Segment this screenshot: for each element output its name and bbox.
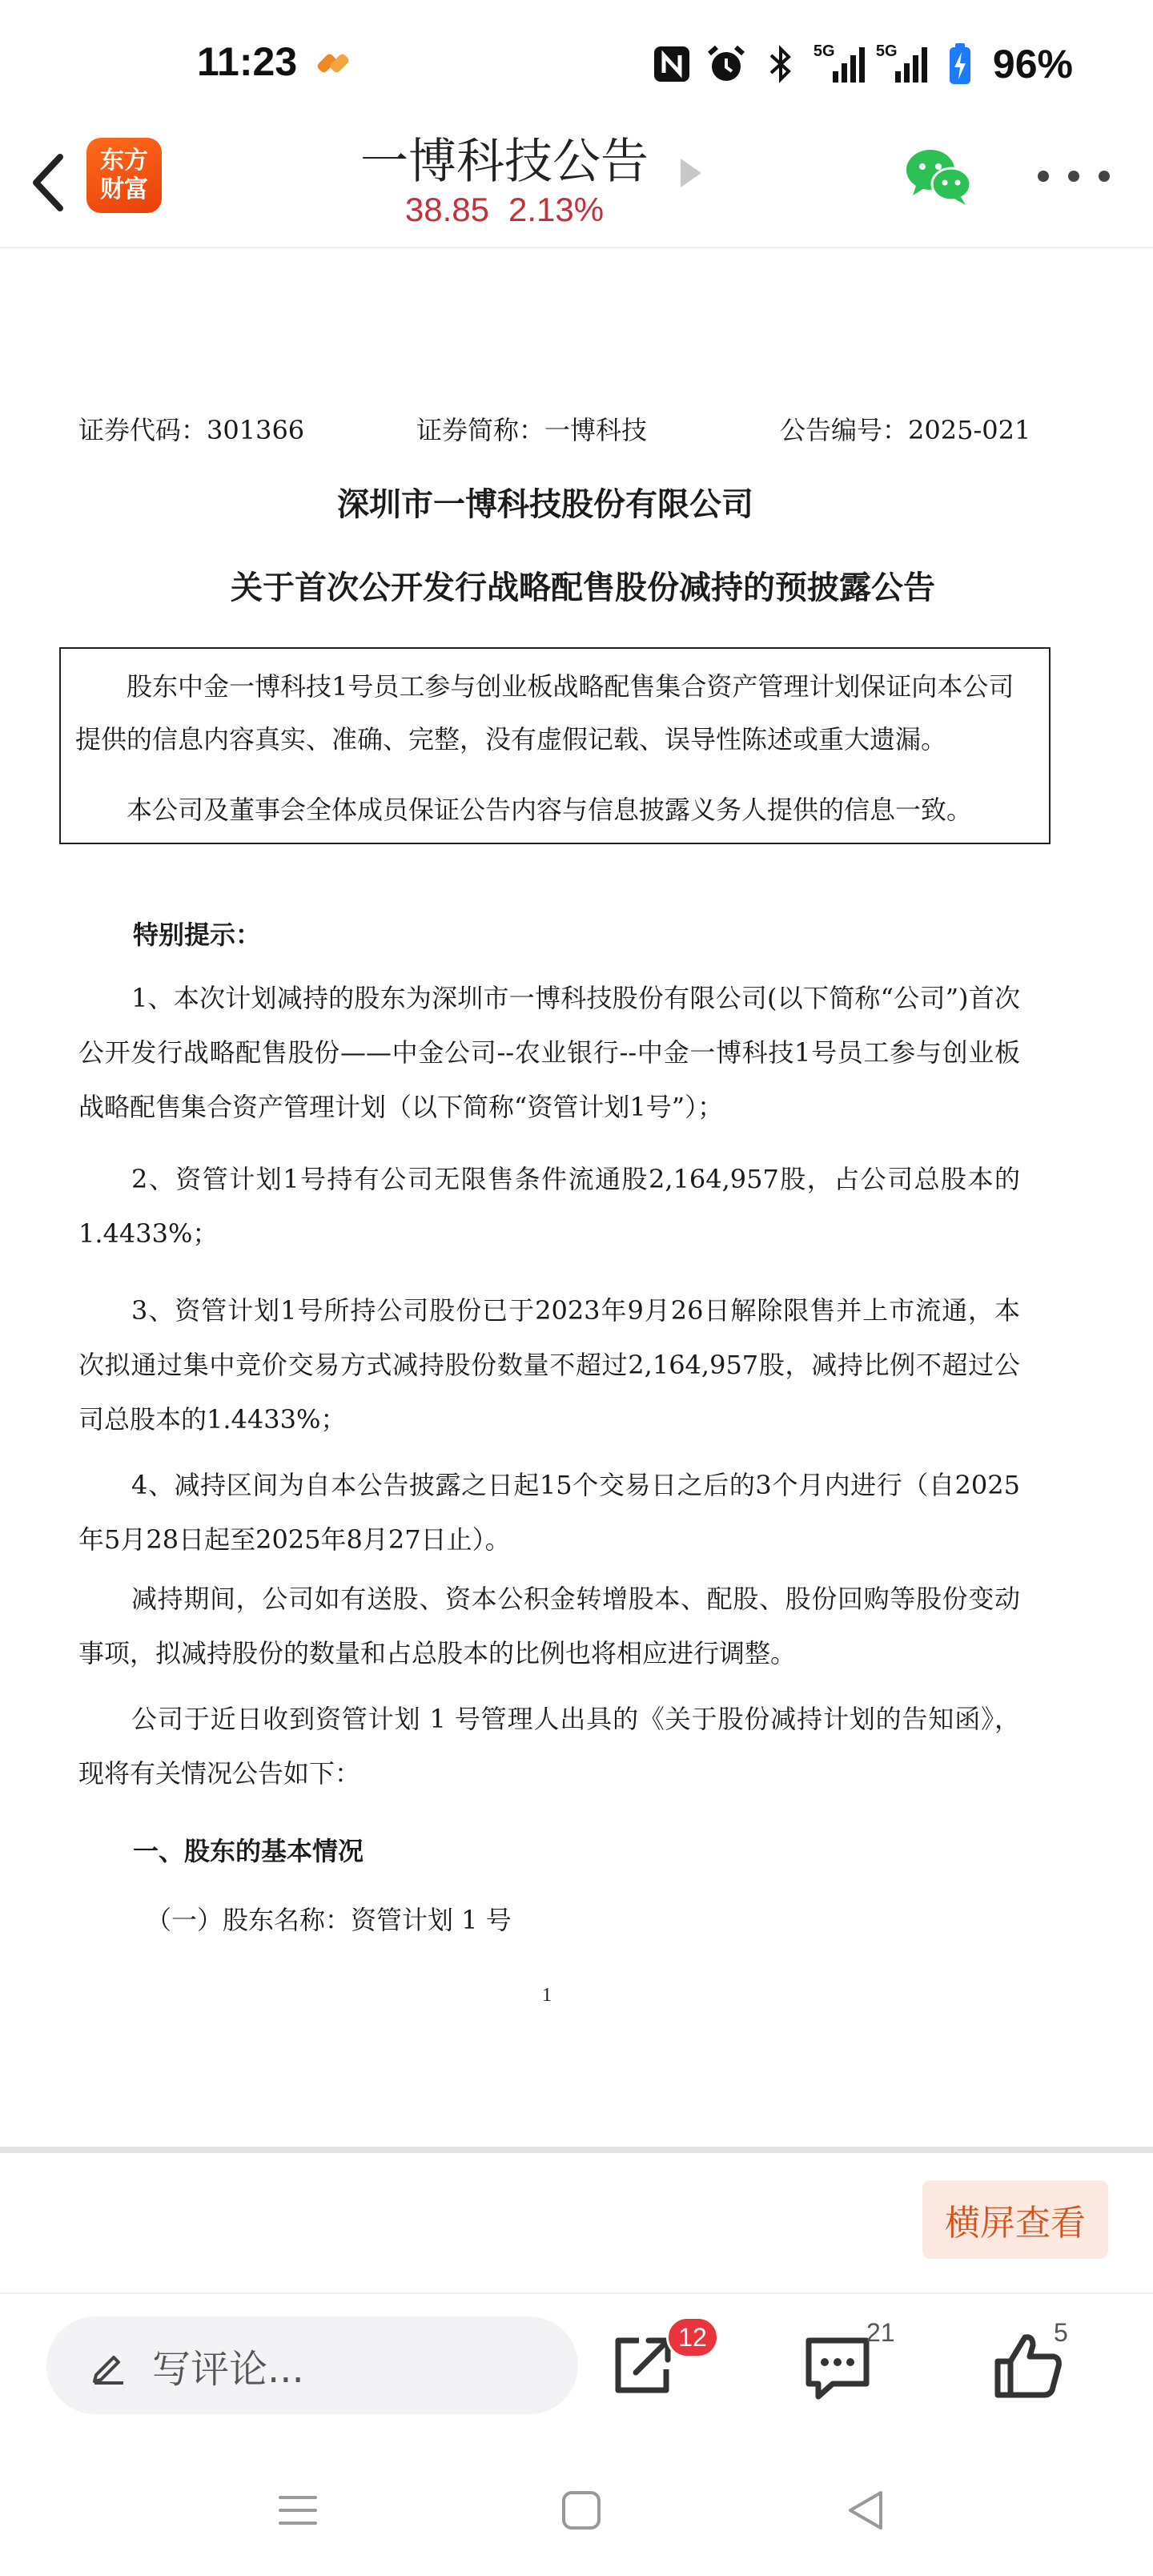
comment-input[interactable] xyxy=(46,2316,578,2414)
disclaimer-text-1: 股东中金一博科技1号员工参与创业板战略配售集合资产管理计划保证向本公司提供的信息内容真实、准确、完整，没有虚假记载、误导性陈述或重大遗漏。 xyxy=(75,671,1014,755)
special-notice-heading: 特别提示： xyxy=(133,920,262,950)
home-icon[interactable] xyxy=(557,2486,605,2534)
comment-placeholder: 写评论... xyxy=(152,2346,304,2392)
notice-item-4: 4、减持区间为自本公告披露之日起15个交易日之后的3个月内进行（自2025年5月28日起至2025年8月27日止）。 xyxy=(78,1470,1020,1555)
play-arrow-icon[interactable] xyxy=(681,159,701,187)
adjustment-paragraph: 减持期间，公司如有送股、资本公积金转增股本、配股、股份回购等股份变动事项，拟减持股份的数量和占总股本的比例也将相应进行调整。 xyxy=(78,1584,1020,1668)
page-number: 1 xyxy=(542,1985,552,2006)
section-heading-1: 一、股东的基本情况 xyxy=(133,1836,364,1866)
share-badge: 12 xyxy=(666,2316,719,2358)
like-count: 5 xyxy=(1054,2318,1068,2347)
announcement-title: 关于首次公开发行战略配售股份减持的预披露公告 xyxy=(231,570,935,606)
security-code: 证券代码：301366 xyxy=(78,415,305,445)
bluetooth-icon xyxy=(759,42,802,86)
notice-item-2: 2、资管计划1号持有公司无限售条件流通股2,164,957股，占公司总股本的1.4433%； xyxy=(78,1164,1020,1249)
system-navigation xyxy=(0,2451,1153,2576)
comment-icon[interactable] xyxy=(797,2326,878,2406)
comment-count: 21 xyxy=(866,2318,895,2347)
status-icons xyxy=(650,40,1073,88)
back-triangle-icon[interactable] xyxy=(842,2486,890,2534)
landscape-view-button[interactable]: 横屏查看 xyxy=(922,2180,1108,2259)
notice-item-1: 1、本次计划减持的股东为深圳市一博科技股份有限公司(以下简称“公司”)首次公开发行战略配售股份——中金公司--农业银行--中金一博科技1号员工参与创业板战略配售集合资产管理计划（以下简称“资管计划1号”）； xyxy=(78,983,1020,1122)
bottom-action-bar xyxy=(0,2292,1153,2429)
notice-item-3: 3、资管计划1号所持公司股份已于2023年9月26日解除限售并上市流通，本次拟通过集中竞价交易方式减持股份数量不超过2,164,957股，减持比例不超过公司总股本的1.4433%； xyxy=(78,1295,1020,1435)
brand-logo-line-2: 财富 xyxy=(100,175,148,203)
disclaimer-text-2: 本公司及董事会全体成员保证公告内容与信息披露义务人提供的信息一致。 xyxy=(127,795,973,825)
pen-icon xyxy=(90,2346,128,2385)
security-short-name: 证券简称：一博科技 xyxy=(416,415,648,445)
nfc-icon xyxy=(650,42,693,86)
more-icon[interactable] xyxy=(1038,160,1110,192)
wechat-icon[interactable] xyxy=(903,144,974,208)
battery-percent: 96% xyxy=(992,42,1073,87)
battery-charging-icon xyxy=(938,42,982,86)
disclaimer-box xyxy=(59,647,1051,844)
company-name: 深圳市一博科技股份有限公司 xyxy=(337,486,753,523)
status-time: 11:23 xyxy=(197,39,298,84)
back-button[interactable] xyxy=(22,143,74,223)
stock-quote xyxy=(336,191,673,229)
top-nav xyxy=(0,120,1153,248)
sub-heading-1: （一）股东名称：资管计划 1 号 xyxy=(146,1905,512,1935)
notice-number: 公告编号：2025-021 xyxy=(780,415,1031,445)
signal-icon-2: 5G xyxy=(876,46,927,83)
menu-icon[interactable] xyxy=(274,2486,322,2534)
brand-logo[interactable] xyxy=(86,138,162,213)
brand-logo-line-1: 东方 xyxy=(100,147,148,175)
page-title: 一博科技公告 xyxy=(360,134,649,190)
notification-paragraph: 公司于近日收到资管计划 1 号管理人出具的《关于股份减持计划的告知函》，现将有关情况公告如下： xyxy=(78,1704,1020,1789)
stock-change: 2.13% xyxy=(508,191,605,228)
back-icon xyxy=(28,151,68,215)
divider xyxy=(0,2147,1153,2153)
alarm-icon xyxy=(705,42,748,86)
signal-icon: 5G xyxy=(814,46,865,83)
status-bar xyxy=(0,0,1153,120)
notification-app-icon xyxy=(314,46,352,78)
announcement-document xyxy=(0,250,1153,2148)
stock-price: 38.85 xyxy=(404,191,489,228)
